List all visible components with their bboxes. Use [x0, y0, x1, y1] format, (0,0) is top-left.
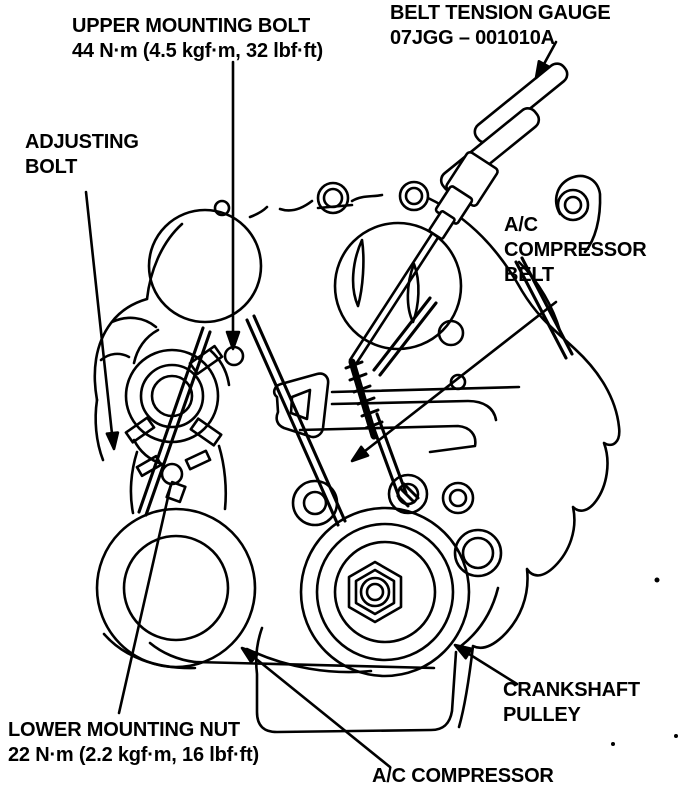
label-ac-compressor — [372, 764, 554, 789]
label-crankshaft-pulley-line2: PULLEY — [503, 704, 581, 726]
label-upper-mounting-bolt — [72, 14, 323, 64]
label-lower-mounting-nut — [8, 718, 259, 768]
label-crankshaft-pulley — [503, 678, 640, 728]
power-steering-pulley — [149, 210, 261, 322]
tensioner-slot-bracket — [274, 374, 519, 452]
label-ac-compressor-belt-line3: BELT — [504, 264, 554, 286]
label-ac-compressor-belt-line2: COMPRESSOR — [504, 239, 647, 261]
label-lower-mounting-nut-title: LOWER MOUNTING NUT — [8, 719, 240, 741]
crankshaft-pulley-drawing — [301, 508, 469, 676]
arrowhead — [455, 645, 472, 658]
label-ac-compressor-title: A/C COMPRESSOR — [372, 765, 554, 787]
label-ac-compressor-belt-line1: A/C — [504, 214, 538, 236]
gauge-probe-hatch — [346, 362, 382, 436]
ac-compressor-pulley — [97, 509, 255, 667]
label-belt-tension-gauge-title: BELT TENSION GAUGE — [390, 2, 611, 24]
label-lower-mounting-nut-spec: 22 N·m (2.2 kgf·m, 16 lbf·ft) — [8, 744, 259, 766]
label-adjusting-bolt-line1: ADJUSTING — [25, 131, 139, 153]
leader-lower-mounting-nut — [119, 484, 171, 713]
leader-ac-compressor-belt — [352, 302, 556, 461]
label-adjusting-bolt — [25, 130, 139, 180]
oil-pan-outline — [104, 628, 456, 732]
label-ac-compressor-belt — [504, 213, 646, 288]
arrowhead — [107, 433, 118, 449]
label-upper-mounting-bolt-spec: 44 N·m (4.5 kgf·m, 32 lbf·ft) — [72, 40, 323, 62]
label-belt-tension-gauge-part-number: 07JGG – 001010A — [390, 27, 555, 49]
label-adjusting-bolt-line2: BOLT — [25, 156, 78, 178]
label-upper-mounting-bolt-title: UPPER MOUNTING BOLT — [72, 15, 311, 37]
label-belt-tension-gauge — [390, 1, 610, 51]
label-crankshaft-pulley-line1: CRANKSHAFT — [503, 679, 640, 701]
